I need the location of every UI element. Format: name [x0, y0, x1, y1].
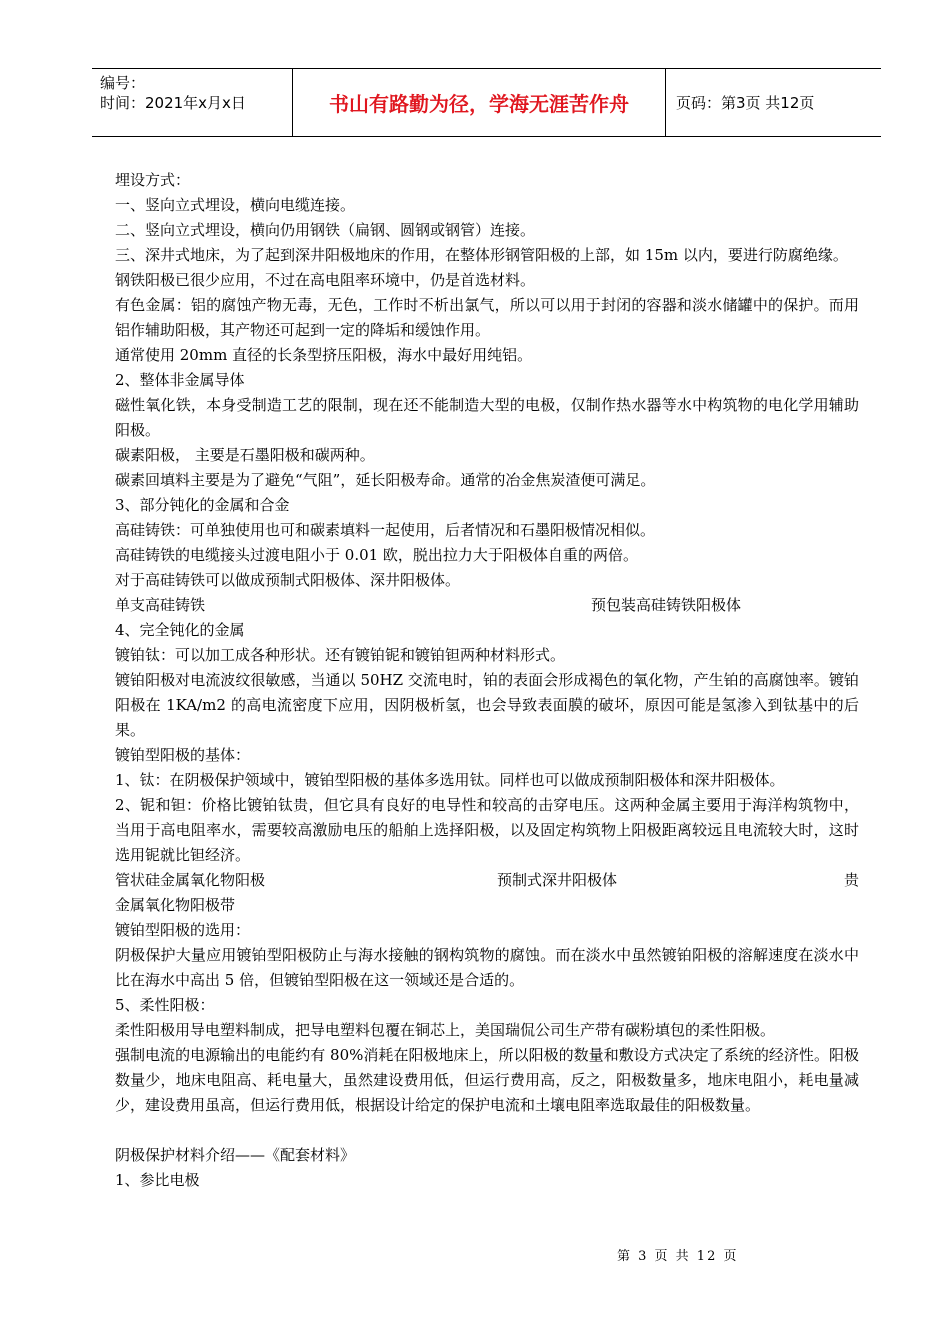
paragraph: 三、深井式地床，为了起到深井阳极地床的作用，在整体形钢管阳极的上部，如 15m 以内，要进行防腐绝缘。	[115, 246, 848, 264]
section-heading: 2、整体非金属导体	[115, 371, 245, 389]
figure-caption-row	[115, 593, 859, 618]
section-heading: 3、部分钝化的金属和合金	[115, 496, 290, 514]
paragraph: 高硅铸铁：可单独使用也可和碳素填料一起使用，后者情况和石墨阳极情况相似。	[115, 521, 656, 539]
caption-c: 贵	[843, 871, 859, 889]
caption-a: 管状硅金属氧化物阳极	[115, 871, 266, 889]
figure-caption-row	[115, 868, 859, 893]
paragraph: 柔性阳极用导电塑料制成，把导电塑料包覆在铜芯上，美国瑞侃公司生产带有碳粉填包的柔性阳极。	[115, 1021, 776, 1039]
blank-line	[115, 1118, 859, 1143]
paragraph: 有色金属：铝的腐蚀产物无毒，无色，工作时不析出氯气，所以可以用于封闭的容器和淡水储罐中的保护。而用铝作辅助阳极，其产物还可起到一定的降垢和缓蚀作用。	[115, 296, 859, 339]
paragraph: 阴极保护大量应用镀铂型阳极防止与海水接触的钢构筑物的腐蚀。而在淡水中虽然镀铂阳极的溶解速度在淡水中比在海水中高出 5 倍，但镀铂型阳极在这一领域还是合适的。	[115, 946, 859, 989]
number-label: 编号：	[100, 74, 146, 92]
header-page-info: 页码：第3页 共12页	[676, 94, 815, 112]
paragraph: 钢铁阳极已很少应用，不过在高电阻率环境中，仍是首选材料。	[115, 271, 536, 289]
paragraph: 碳素阳极， 主要是石墨阳极和碳两种。	[115, 446, 375, 464]
paragraph: 镀铂型阳极的选用：	[115, 921, 251, 939]
paragraph: 一、竖向立式埋设，横向电缆连接。	[115, 196, 356, 214]
paragraph: 镀铂钛：可以加工成各种形状。还有镀铂铌和镀铂钽两种材料形式。	[115, 646, 566, 664]
page-footer: 第 3 页 共 12 页	[617, 1249, 739, 1264]
paragraph: 2、铌和钽：价格比镀铂钛贵，但它具有良好的电导性和较高的击穿电压。这两种金属主要用于海洋构筑物中，当用于高电阻率水，需要较高激励电压的船舶上选择阳极，以及固定构筑物上阳极距离较远且电流较大时，这时选用铌就比钽经济。	[115, 796, 859, 864]
document-body	[115, 168, 859, 1193]
time-label: 时间：2021年x月x日	[100, 94, 246, 112]
header-meta	[92, 69, 292, 136]
section-heading: 4、完全钝化的金属	[115, 621, 245, 639]
paragraph: 碳素回填料主要是为了避免“气阻”，延长阳极寿命。通常的冶金焦炭渣便可满足。	[115, 471, 656, 489]
section-heading: 5、柔性阳极：	[115, 996, 215, 1014]
paragraph: 镀铂阳极对电流波纹很敏感，当通以 50HZ 交流电时，铂的表面会形成褐色的氧化物，产生铂的高腐蚀率。镀铂阳极在 1KA/m2 的高电流密度下应用，因阴极析氢，也会导致表面膜的破坏，原因可能是氢渗入到钛基中的后果。	[115, 671, 859, 739]
caption-left: 单支高硅铸铁	[115, 596, 206, 614]
paragraph: 二、竖向立式埋设，横向仍用钢铁（扁钢、圆钢或钢管）连接。	[115, 221, 536, 239]
paragraph: 金属氧化物阳极带	[115, 896, 236, 914]
section-heading: 1、参比电极	[115, 1171, 200, 1189]
caption-b: 预制式深井阳极体	[497, 871, 618, 889]
paragraph: 镀铂型阳极的基体：	[115, 746, 251, 764]
caption-right: 预包装高硅铸铁阳极体	[590, 596, 741, 614]
paragraph: 1、钛：在阴极保护领域中，镀铂型阳极的基体多选用钛。同样也可以做成预制阳极体和深井阳极体。	[115, 771, 785, 789]
paragraph: 对于高硅铸铁可以做成预制式阳极体、深井阳极体。	[115, 571, 461, 589]
paragraph: 强制电流的电源输出的电能约有 80%消耗在阳极地床上，所以阳极的数量和敷设方式决定了系统的经济性。阳极数量少，地床电阻高、耗电量大，虽然建设费用低，但运行费用高，反之，阳极数量多，地床电阻小，耗电量减少，建设费用虽高，但运行费用低，根据设计给定的保护电流和土壤电阻率选取最佳的阳极数量。	[115, 1046, 859, 1114]
paragraph: 埋设方式：	[115, 171, 191, 189]
page-header	[92, 68, 881, 137]
header-motto: 书山有路勤为径，学海无涯苦作舟	[292, 69, 666, 136]
paragraph: 高硅铸铁的电缆接头过渡电阻小于 0.01 欧，脱出拉力大于阳极体自重的两倍。	[115, 546, 638, 564]
paragraph: 通常使用 20mm 直径的长条型挤压阳极，海水中最好用纯铝。	[115, 346, 533, 364]
paragraph: 磁性氧化铁，本身受制造工艺的限制，现在还不能制造大型的电极，仅制作热水器等水中构筑物的电化学用辅助阳极。	[115, 396, 859, 439]
paragraph: 阴极保护材料介绍——《配套材料》	[115, 1146, 356, 1164]
